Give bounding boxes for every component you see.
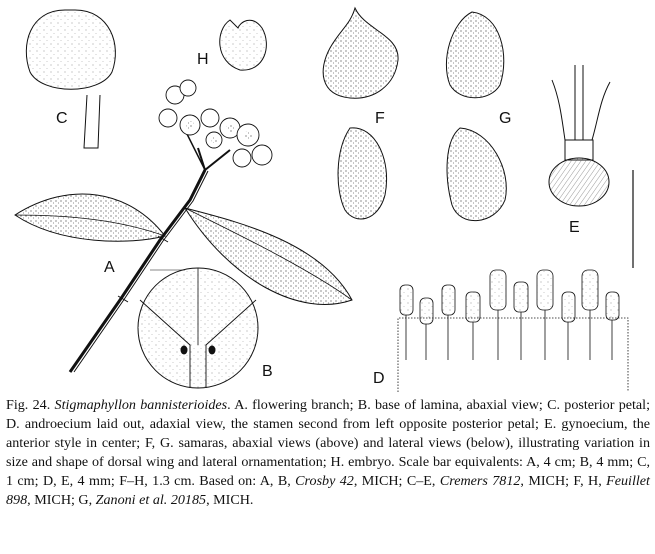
label-f: F (375, 110, 385, 127)
voucher-crosby: Crosby 42 (295, 473, 354, 489)
caption-text-5: , MICH. (206, 492, 254, 508)
caption-text-1: . A. flowering branch; B. base of lamina, abaxial view; C. posterior petal; D. androecium laid out, adaxial view, the stamen second from left opposite posterior petal; E. gynoecium, the anterior style in center; F, G. samaras, abaxial views (above) and lateral views (below), illustrating variation in size and shape of dorsal wing and lateral ornamentation; H. embryo. Scale bar equivalents: A, 4 cm; B, 4 mm; C, 1 cm; D, E, 4 mm; F–H, 1.3 cm. Based on: A, B, (6, 397, 651, 489)
figure-number: Fig. 24. (6, 397, 51, 413)
embryo-drawing (220, 20, 267, 70)
species-name: Stigmaphyllon bannisterioides (54, 397, 228, 413)
caption-text-4: , MICH; G, (27, 492, 96, 508)
label-a: A (104, 259, 115, 276)
androecium-drawing (398, 270, 628, 392)
caption-text-3: , MICH; F, H, (520, 473, 607, 489)
label-d: D (373, 370, 385, 387)
figure-caption (6, 396, 650, 510)
voucher-cremers: Cremers 7812 (439, 473, 521, 489)
label-b: B (262, 363, 273, 380)
label-g: G (499, 110, 512, 127)
caption-text-2: , MICH; C–E, (353, 473, 440, 489)
voucher-feuillet: Feuillet 898 (6, 473, 650, 508)
voucher-zanoni: Zanoni et al. 20185 (95, 492, 207, 508)
label-h: H (197, 51, 209, 68)
samara-g-lateral-drawing (447, 128, 506, 221)
samara-f-abaxial-drawing (323, 8, 398, 98)
samara-g-abaxial-drawing (446, 12, 503, 98)
gynoecium-drawing (549, 65, 610, 206)
label-e: E (569, 219, 580, 236)
posterior-petal-drawing (26, 10, 115, 148)
lamina-base-drawing (138, 268, 258, 388)
label-c: C (56, 110, 68, 127)
samara-f-lateral-drawing (338, 128, 387, 219)
